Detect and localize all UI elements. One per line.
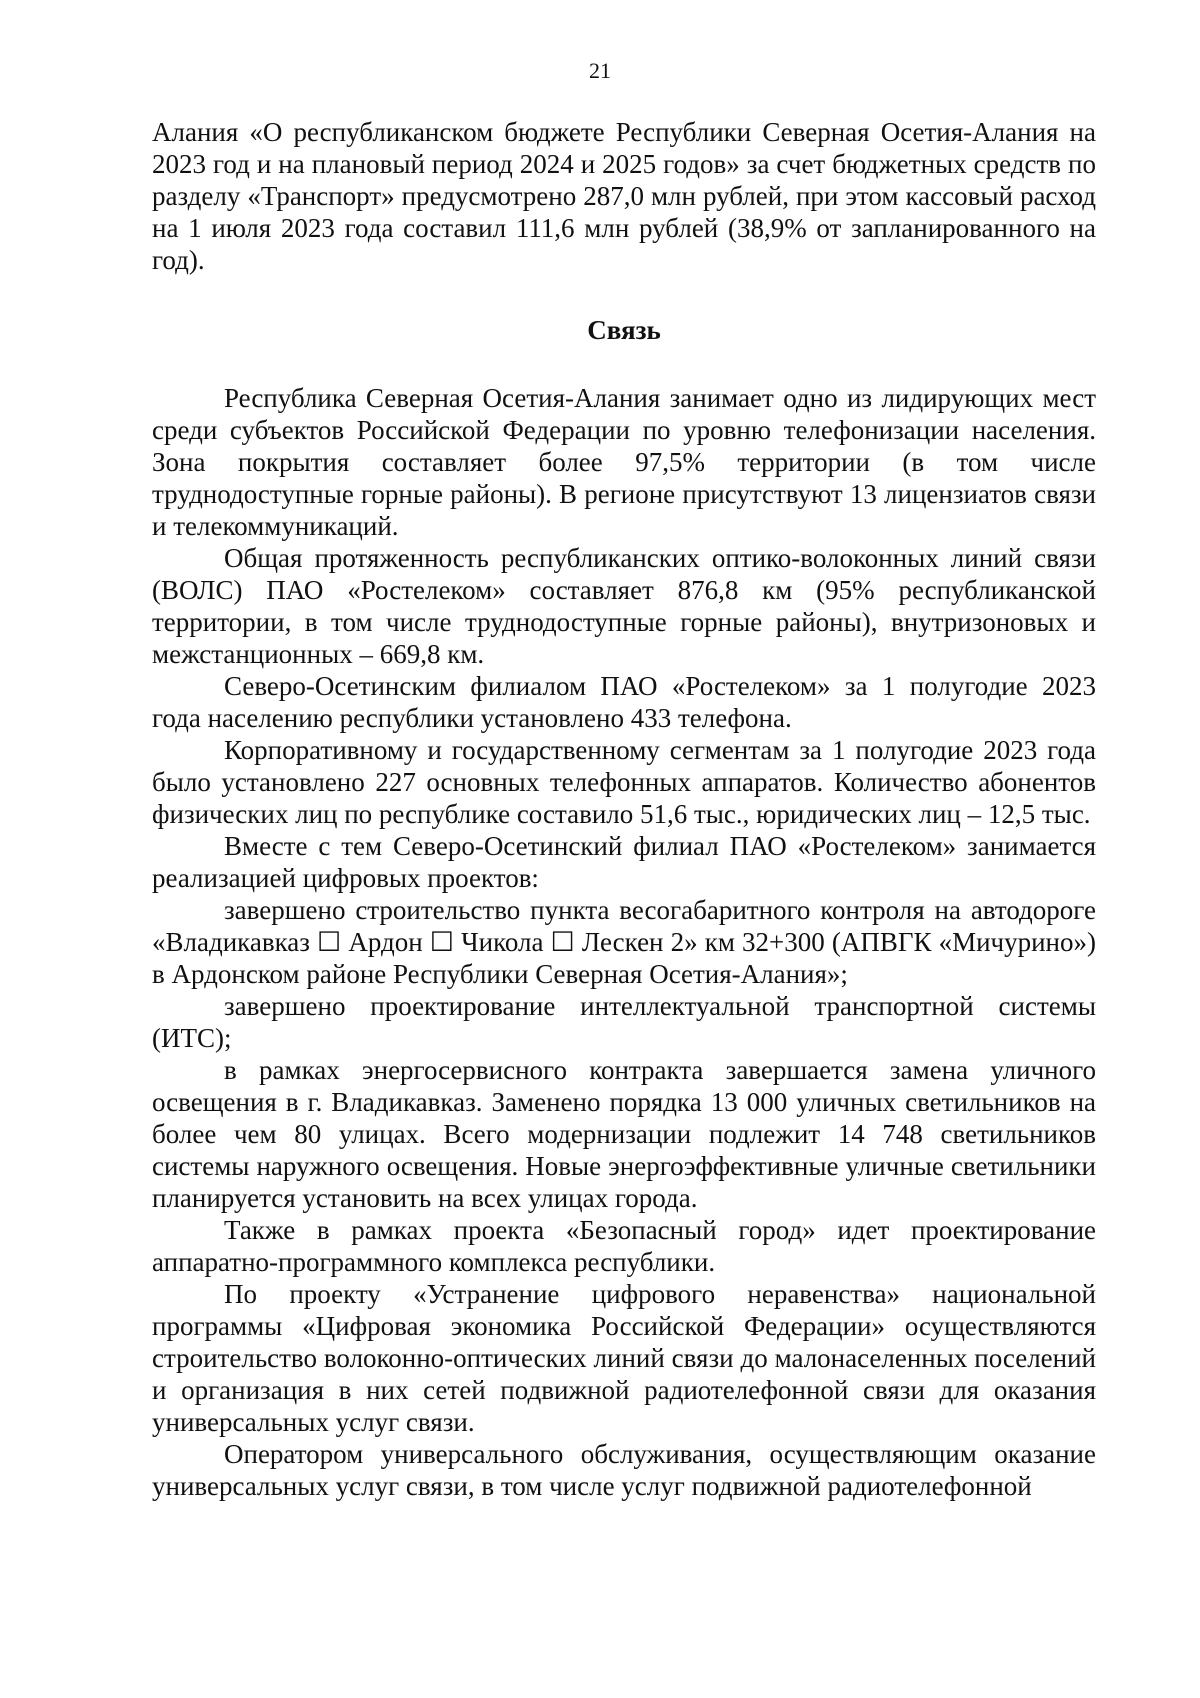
paragraph-its: завершено проектирование интеллектуальной транспортной системы (ИТС); — [152, 991, 1096, 1053]
paragraph-fiber-lines: Общая протяженность республиканских оптико-волоконных линий связи (ВОЛС) ПАО «Ростелеком» составляет 876,8 км (95% республиканской территории, в том числе труднодоступные горные районы), внутризоновых и межстанционных – 669,8 км. — [152, 543, 1096, 669]
paragraph-universal-operator: Оператором универсального обслуживания, осуществляющим оказание универсальных услуг связи, в том числе услуг подвижной радиотелефонной — [152, 1439, 1096, 1501]
document-body — [152, 116, 1096, 1502]
paragraph-telephony: Республика Северная Осетия-Алания занимает одно из лидирующих мест среди субъектов Российской Федерации по уровню телефонизации населения. Зона покрытия составляет более 97,5% территории (в том числе труднодоступные горные районы). В регионе присутствуют 13 лицензиатов связи и телекоммуникаций. — [152, 383, 1096, 541]
intro-paragraph: Алания «О республиканском бюджете Республики Северная Осетия-Алания на 2023 год и на плановый период 2024 и 2025 годов» за счет бюджетных средств по разделу «Транспорт» предусмотрено 287,0 млн рублей, при этом кассовый расход на 1 июля 2023 года составил 111,6 млн рублей (38,9% от запланированного на год). — [152, 117, 1096, 275]
paragraph-digital-projects: Вместе с тем Северо-Осетинский филиал ПАО «Ростелеком» занимается реализацией цифровых проектов: — [152, 831, 1096, 893]
paragraph-corporate-segment: Корпоративному и государственному сегментам за 1 полугодие 2023 года было установлено 227 основных телефонных аппаратов. Количество абонентов физических лиц по республике составило 51,6 тыс., юридических лиц – 12,5 тыс. — [152, 735, 1096, 829]
paragraph-safe-city: Также в рамках проекта «Безопасный город» идет проектирование аппаратно-программного комплекса республики. — [152, 1215, 1096, 1277]
paragraph-digital-inequality: По проекту «Устранение цифрового неравенства» национальной программы «Цифровая экономика Российской Федерации» осуществляются строительство волоконно-оптических линий связи до малонаселенных поселений и организация в них сетей подвижной радиотелефонной связи для оказания универсальных услуг связи. — [152, 1279, 1096, 1437]
paragraph-phones-installed: Северо-Осетинским филиалом ПАО «Ростелеком» за 1 полугодие 2023 года населению республики установлено 433 телефона. — [152, 671, 1096, 733]
section-heading: Связь — [587, 315, 661, 345]
page-number: 21 — [589, 58, 611, 83]
paragraph-street-lighting: в рамках энергосервисного контракта завершается замена уличного освещения в г. Владикавказ. Заменено порядка 13 000 уличных светильников на более чем 80 улицах. Всего модернизации подлежит 14 748 светильников системы наружного освещения. Новые энергоэффективные уличные светильники планируется установить на всех улицах города. — [152, 1055, 1096, 1213]
paragraph-weight-control: завершено строительство пункта весогабаритного контроля на автодороге «Владикавказ ☐ Ардон ☐ Чикола ☐ Лескен 2» км 32+300 (АПВГК «Мичурино») в Ардонском районе Республики Северная Осетия-Алания»; — [152, 895, 1096, 989]
